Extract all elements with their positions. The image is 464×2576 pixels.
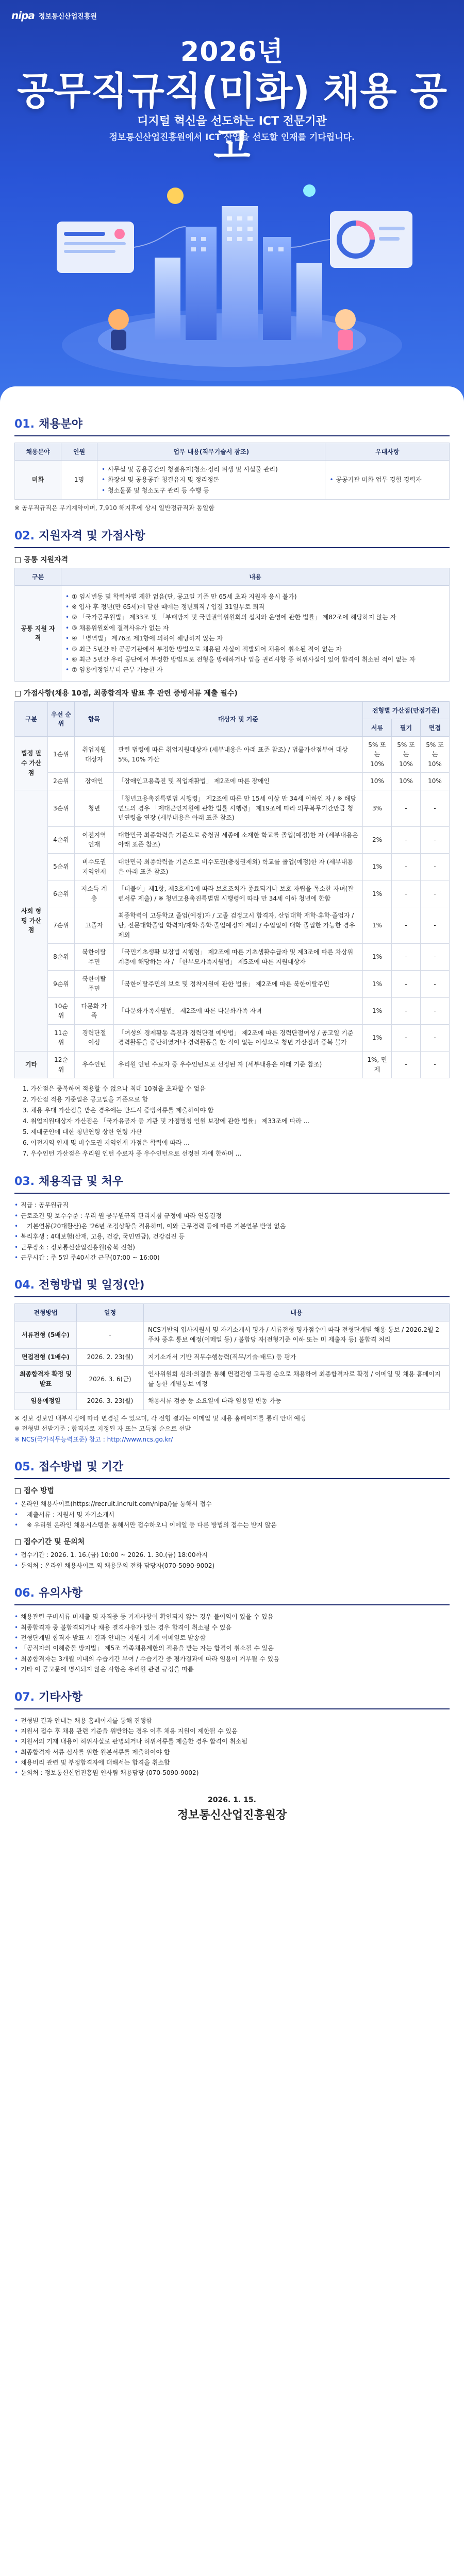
list-item: • 공공기관 미화 업무 경험 경력자 [329, 474, 445, 485]
posting-date: 2026. 1. 15. [208, 1795, 256, 1804]
table-header: 전형별 가산점(만점기준) [363, 701, 450, 719]
list-item: • 문의처 : 정보통신산업진흥원 인사팀 채용담당 (070-5090-9002) [14, 1768, 450, 1778]
desc-cell: 대한민국 최종학력을 기준으로 충청권 세종에 소재한 학교를 졸업(예정)한 자 (세부내용은 아래 표준 참조) [114, 826, 363, 853]
list-item: • 직급 : 공무원규직 [14, 1200, 450, 1210]
section-number: 04. [14, 1279, 35, 1292]
section-heading: 전형방법 및 일정(안) [38, 1279, 145, 1292]
note: ※ 정보 정보인 내부사정에 따라 변경될 수 있으며, 각 전형 결과는 이메일 및 채용 홈페이지를 통해 안내 예정 [14, 1415, 306, 1422]
bonus-points-table [14, 701, 450, 1078]
table-row [15, 880, 450, 907]
rank-cell: 4순위 [48, 826, 75, 853]
posting-content [0, 415, 464, 1843]
section-selection-schedule [14, 1276, 450, 1445]
group-cell: 법정 필수 가산점 [15, 736, 48, 790]
rank-cell: 10순위 [48, 997, 75, 1024]
table-header: 우선 순위 [48, 701, 75, 736]
s-cell: 1% [363, 907, 392, 944]
table-header: 대상자 및 기준 [114, 701, 363, 736]
item-cell: 청년 [75, 790, 114, 827]
schedule-table [14, 1303, 450, 1410]
main-title: 공무직규직(미화) 채용 공고 [16, 69, 447, 168]
s-cell: 1% [363, 971, 392, 997]
s-cell: 10% [363, 773, 392, 790]
list-item: 4. 취업지원대상자 가산점은 「국가유공자 등 기관 및 가점명칭 인원 보장에 관한 법률」 제33조에 따라 ... [23, 1117, 310, 1125]
s-cell: 5% 또는 10% [363, 736, 392, 773]
p-cell: - [392, 1051, 421, 1078]
rank-cell: 11순위 [48, 1024, 75, 1051]
item-cell: 북한이탈 주민 [75, 971, 114, 997]
list-item: • 화장실 및 공용공간 청결유지 및 정리정돈 [102, 474, 321, 485]
footer [14, 1796, 450, 1822]
note: ※ 공무직규직은 무기계약이며, 7,910 해지후에 상시 일반정규직과 동일함 [14, 504, 214, 512]
item-cell: 다문화 가족 [75, 997, 114, 1024]
tagline-2: 정보통신산업진흥원에서 ICT 산업을 선도할 인재를 기다립니다. [109, 132, 355, 143]
list-item: • 사무실 및 공용공간의 청결유지(청소·정리 위생 및 시설물 관리) [102, 464, 321, 474]
table-header: 내용 [61, 568, 450, 585]
desc-cell: 「더불어」제1항, 제3호제1에 따라 보호조치가 종료되거나 보호 자립을 목소한 자녀(관련서류 제출) / ※ 청년고용촉진특별법 시행령에 따라 만 34세 이하 청년에 한함 [114, 880, 363, 907]
table-header: 구분 [15, 568, 61, 585]
group-cell: 사회 형평 가산점 [15, 790, 48, 1052]
common-qualification-table [14, 568, 450, 682]
list-item: • ※ 입사 후 정년(만 65세)에 달한 때에는 정년퇴직 / 입결 31일부로 퇴직 [65, 602, 445, 612]
list-item: • ⑦ 임용예정일부터 근무 가능한 자 [65, 665, 445, 675]
section-number: 07. [14, 1690, 35, 1704]
section-precautions [14, 1584, 450, 1674]
table-header: 일정 [77, 1304, 144, 1321]
m-cell: - [421, 826, 450, 853]
list-item: 3. 채용 우대 가산점을 받은 경우에는 반드시 증빙서류를 제출하여야 함 [23, 1107, 214, 1114]
p-cell: - [392, 944, 421, 971]
item-cell: 저소득 계층 [75, 880, 114, 907]
tagline: 디지털 혁신을 선도하는 ICT 전문기관 [137, 115, 327, 128]
table-header: 내용 [144, 1304, 450, 1321]
table-row [15, 1051, 450, 1078]
common-label-cell: 공통 지원 자격 [15, 585, 61, 681]
date-cell: 2026. 2. 23(월) [77, 1348, 144, 1366]
table-header: 인원 [61, 443, 97, 461]
s-cell: 3% [363, 790, 392, 827]
m-cell: - [421, 944, 450, 971]
p-cell: - [392, 826, 421, 853]
hero-bottom-curve [0, 386, 464, 402]
p-cell: - [392, 790, 421, 827]
item-cell: 비수도권 지역인재 [75, 854, 114, 880]
section-heading: 지원자격 및 가점사항 [38, 529, 145, 543]
illustration-tech-city [0, 149, 464, 392]
desc-cell: 대한민국 최종학력을 기준으로 비수도권(충청권제외) 학교를 졸업(예정)한 자 (세부내용은 아래 표준 참조) [114, 854, 363, 880]
section-number: 05. [14, 1461, 35, 1474]
m-cell: 10% [421, 773, 450, 790]
desc-cell: 인사위원회 심의·의결을 통해 면접전형 고득점 순으로 채용하여 최종합격자로 확정 / 이메일 및 채용 홈페이지를 통한 개별통보 예정 [144, 1366, 450, 1393]
subsection-title: □ 공통 지원자격 [14, 555, 69, 564]
section-heading: 채용분야 [38, 418, 82, 431]
list-item: 5. 제대군인에 대한 청년연령 상한 연령 가산 [23, 1128, 142, 1136]
rank-cell: 1순위 [48, 736, 75, 773]
table-header: 면접 [421, 719, 450, 736]
bonus-notes [14, 1083, 450, 1159]
precautions-list [14, 1612, 450, 1674]
table-row [15, 1348, 450, 1366]
recruit-field-table [14, 443, 450, 500]
list-item: • 근무시간 : 주 5일 주40시간 근무(07:00 ~ 16:00) [14, 1252, 450, 1263]
section-recruit-field [14, 415, 450, 514]
table-row [15, 826, 450, 853]
rank-cell: 7순위 [48, 907, 75, 944]
section-qualifications [14, 527, 450, 1160]
item-cell: 고졸자 [75, 907, 114, 944]
count-cell: 1명 [61, 461, 97, 500]
table-row [15, 736, 450, 773]
hero-banner [0, 0, 464, 402]
list-item: • 복리후생 : 4대보험(산재, 고용, 건강, 국민연금), 건강검진 등 [14, 1231, 450, 1242]
table-row [15, 1366, 450, 1393]
m-cell: - [421, 854, 450, 880]
period-list [14, 1550, 450, 1571]
s-cell: 1% [363, 997, 392, 1024]
method-list [14, 1499, 450, 1530]
section-title [14, 415, 450, 436]
table-row [15, 1024, 450, 1051]
list-item: • 제출서류 : 지원서 및 자기소개서 [14, 1510, 450, 1520]
desc-cell: 지기소개서 기반 직무수행능력(직무/기술·태도) 등 평가 [144, 1348, 450, 1366]
list-item: • ⑥ 최근 5년간 우리 공단에서 부정한 방법으로 전형을 방해하거나 입을 권리사항 중 허위사실이 있어 합격이 취소된 적이 없는 자 [65, 654, 445, 665]
rank-cell: 9순위 [48, 971, 75, 997]
p-cell: 10% [392, 773, 421, 790]
desc-cell: 관련 법령에 따른 취업지원대상자 (세부내용은 아래 표준 참조) / 법률가산점부여 대상 5%, 10% 가산 [114, 736, 363, 773]
table-row [15, 907, 450, 944]
list-item: • 채용비리 관련 및 부정합격자에 대해서는 합격을 취소함 [14, 1757, 450, 1768]
desc-cell: 「장애인고용촉진 및 직업재활법」 제2조에 따른 장애인 [114, 773, 363, 790]
list-item: • 근무장소 : 정보통신산업진흥원(충북 진천) [14, 1242, 450, 1252]
desc-cell: 채용서류 검증 등 소요일에 따라 임용일 변동 가능 [144, 1393, 450, 1410]
table-row [15, 944, 450, 971]
p-cell: - [392, 907, 421, 944]
section-title [14, 1458, 450, 1479]
m-cell: - [421, 1024, 450, 1051]
desc-cell: 우리원 인턴 수료자 중 우수인턴으로 선정된 자 (세부내용은 아래 기준 참조) [114, 1051, 363, 1078]
section-number: 03. [14, 1175, 35, 1189]
m-cell: - [421, 971, 450, 997]
table-row [15, 790, 450, 827]
list-item: • 근로조건 및 보수수준 : 우리 원 공무원규직 관리지침 규정에 따라 연봉결정 [14, 1211, 450, 1221]
table-row [15, 773, 450, 790]
table-row [15, 1393, 450, 1410]
step-cell: 임용예정일 [15, 1393, 77, 1410]
section-number: 02. [14, 529, 35, 543]
table-header: 업무 내용(직무기술서 참조) [97, 443, 325, 461]
desc-cell: 「여성의 경제활동 촉진과 경력단절 예방법」 제2조에 따른 경력단절여성 / 공고일 기준 경력활동을 중단하였거나 경력활동을 한 적이 없는 여성으로 청년 가산점과 중복 불가 [114, 1024, 363, 1051]
table-header: 우대사항 [325, 443, 450, 461]
ncs-link[interactable]: ※ NCS(국가직무능력표준) 참고 : http://www.ncs.go.kr/ [14, 1435, 173, 1443]
desc-cell: 「북한이탈주민의 보호 및 정착지원에 관한 법률」 제2조에 따른 북한이탈주민 [114, 971, 363, 997]
p-cell: - [392, 1024, 421, 1051]
p-cell: - [392, 997, 421, 1024]
subsection-title: □ 접수 방법 [14, 1487, 55, 1496]
section-heading: 기타사항 [38, 1690, 82, 1704]
list-item: • 전형단계별 합격자 발표 시 결과 안내는 지원서 기재 이메일로 발송함 [14, 1633, 450, 1643]
rank-cell: 12순위 [48, 1051, 75, 1078]
m-cell: - [421, 1051, 450, 1078]
m-cell: 5% 또는 10% [421, 736, 450, 773]
list-item: • ② 「국가공무원법」 제33조 및 「부패방지 및 국민권익위원회의 설치와 운영에 관한 법률」 제82조에 해당하지 않는 자 [65, 612, 445, 622]
desc-cell: 최종학력이 고등학교 졸업(예정)자 / 고졸 검정고시 합격자, 산업대학 재학·휴학·졸업자 / 단, 전문대학졸업 학력자/재학·휴학·졸업예정자 제외 / 수업없이 대학 졸업한 가능한 경우 제외 [114, 907, 363, 944]
m-cell: - [421, 880, 450, 907]
item-cell: 이전지역 인재 [75, 826, 114, 853]
p-cell: - [392, 854, 421, 880]
list-item: • 「공직자의 이해충돌 방지법」 제5조 가족채용제한의 적용을 받는 자는 합격이 취소될 수 있음 [14, 1643, 450, 1653]
item-cell: 경력단절 여성 [75, 1024, 114, 1051]
section-application [14, 1458, 450, 1571]
treatment-list [14, 1200, 450, 1263]
section-heading: 접수방법 및 기간 [38, 1461, 124, 1474]
field-cell: 미화 [15, 461, 61, 500]
group-cell: 기타 [15, 1051, 48, 1078]
pref-cell [325, 461, 450, 500]
table-header: 채용분야 [15, 443, 61, 461]
list-item: • 접수기간 : 2026. 1. 16.(금) 10:00 ~ 2026. 1. 30.(금) 18:00까지 [14, 1550, 450, 1560]
apply-link[interactable]: • 온라인 채용사이트(https://recruit.incruit.com/nipa/)를 통해서 접수 [14, 1499, 450, 1509]
table-header: 필기 [392, 719, 421, 736]
s-cell: 1% [363, 880, 392, 907]
section-heading: 채용직급 및 처우 [38, 1175, 124, 1189]
s-cell: 1%, 면제 [363, 1051, 392, 1078]
list-item: • 기본연봉(20대환산)은 '26년 조정상황을 적용하며, 이와 근무경력 등에 따른 기본연봉 반영 없음 [14, 1221, 450, 1231]
list-item: • 문의처 : 온라인 채용사이트 외 채용문의 전화 담당자(070-5090-9002) [14, 1561, 450, 1571]
logo-mark: nipa [11, 9, 35, 22]
list-item: • ※ 우리원 온라인 채용시스템을 통해서만 접수하오니 이메일 등 다른 방법의 접수는 받지 않음 [14, 1520, 450, 1530]
list-item: 6. 이전지역 인재 및 비수도권 지역인재 가점은 학력에 따라 ... [23, 1139, 190, 1147]
list-item: • 전형별 결과 안내는 채용 홈페이지를 통해 진행함 [14, 1716, 450, 1726]
item-cell: 우수인턴 [75, 1051, 114, 1078]
section-others [14, 1688, 450, 1778]
m-cell: - [421, 997, 450, 1024]
table-header: 전형방법 [15, 1304, 77, 1321]
desc-cell: NCS기반의 입사지원서 및 자기소개서 평가 / 서류전형 평가점수에 따라 전형단계별 채용 통보 / 2026.2월 2주차 중후 통보 예정(이메일 등) / 불합당 자(전형기준 이하 또는 미 제출자 등) 불합격 처리 [144, 1321, 450, 1348]
table-header: 구분 [15, 701, 48, 736]
list-item: • 최종합격자는 3개월 이내의 수습기간 부여 / 수습기간 중 평가결과에 따라 임용이 거부될 수 있음 [14, 1654, 450, 1664]
duties-cell [97, 461, 325, 500]
section-heading: 유의사항 [38, 1587, 82, 1600]
date-cell: 2026. 3. 23(월) [77, 1393, 144, 1410]
table-row [15, 1321, 450, 1348]
logo-text: 정보통신산업진흥원 [38, 12, 97, 21]
section-number: 06. [14, 1587, 35, 1600]
p-cell: - [392, 880, 421, 907]
table-header: 서류 [363, 719, 392, 736]
step-cell: 면접전형 (1배수) [15, 1348, 77, 1366]
list-item: • 지원서의 기재 내용이 허위사실로 판명되거나 허위서류를 제출한 경우 합격이 취소됨 [14, 1736, 450, 1747]
s-cell: 1% [363, 944, 392, 971]
date-cell: 2026. 3. 6(금) [77, 1366, 144, 1393]
rank-cell: 2순위 [48, 773, 75, 790]
m-cell: - [421, 907, 450, 944]
desc-cell: 「국민기초생활 보장법 시행령」 제2조에 따른 기초생활수급자 및 제3조에 따른 차상위계층에 해당하는 자 / 「한부모가족지원법」 제5조에 따른 지원대상자 [114, 944, 363, 971]
subsection-title: □ 가점사항(채용 10점, 최종합격자 발표 후 관련 증빙서류 제출 필수) [14, 689, 238, 698]
rank-cell: 3순위 [48, 790, 75, 827]
section-position-treatment [14, 1173, 450, 1263]
list-item: • 기타 이 공고문에 명시되지 않은 사항은 우리원 관련 규정을 따름 [14, 1664, 450, 1674]
list-item: • ① 임시변동 및 학력차별 제한 없음(단, 공고일 기준 만 65세 초과 지원자 응시 불가) [65, 591, 445, 602]
m-cell: - [421, 790, 450, 827]
bonus-table-body [15, 736, 450, 1078]
logo [11, 9, 97, 22]
item-cell: 북한이탈 주민 [75, 944, 114, 971]
common-items-cell [61, 585, 450, 681]
list-item: 2. 가산점 적용 기준일은 공고일을 기준으로 함 [23, 1096, 148, 1104]
section-title [14, 1584, 450, 1605]
desc-cell: 「청년고용촉진특별법 시행령」 제2조에 따른 만 15세 이상 만 34세 이하인 자 / ※ 해당연도의 경우 「제대군인지원에 관한 법률 시행령」 제19조에 따라 의무복무기간만큼 청년연령을 연장 (세부내용은 아래 표준 참조) [114, 790, 363, 827]
issuer: 정보통신산업진흥원장 [177, 1808, 287, 1822]
list-item: • 채용관련 구비서류 미제출 및 자격증 등 기재사항이 확인되지 않는 경우 불이익이 있을 수 있음 [14, 1612, 450, 1622]
section-title [14, 1688, 450, 1709]
section-title [14, 527, 450, 548]
list-item: • 최종합격자 서류 심사를 위한 원본서류를 제출하여야 함 [14, 1747, 450, 1757]
note: ※ 전형별 선발기준 : 합격자로 지정된 자 또는 고득점 순으로 선발 [14, 1425, 191, 1433]
rank-cell: 6순위 [48, 880, 75, 907]
list-item: 7. 우수인턴 가산점은 우리원 인턴 수료자 중 우수인턴으로 선정된 자에 한하며 ... [23, 1150, 242, 1158]
item-cell: 취업지원 대상자 [75, 736, 114, 773]
rank-cell: 5순위 [48, 854, 75, 880]
list-item: • ④ 「병역법」 제76조 제1항에 의하여 해당하지 않는 자 [65, 633, 445, 643]
date-cell: - [77, 1321, 144, 1348]
table-row [15, 971, 450, 997]
list-item: • ③ 채용위원회에 결격사유가 없는 자 [65, 623, 445, 633]
list-item: • ⑤ 최근 5년간 타 공공기관에서 부정한 방법으로 채용된 사실이 적발되어 채용이 취소된 적이 없는 자 [65, 644, 445, 654]
others-list [14, 1716, 450, 1778]
s-cell: 1% [363, 1024, 392, 1051]
desc-cell: 「다문화가족지원법」 제2조에 따른 다문화가족 자녀 [114, 997, 363, 1024]
rank-cell: 8순위 [48, 944, 75, 971]
step-cell: 서류전형 (5배수) [15, 1321, 77, 1348]
step-cell: 최종합격자 확정 및 발표 [15, 1366, 77, 1393]
list-item: • 청소물품 및 청소도구 관리 등 수행 등 [102, 485, 321, 496]
list-item: 1. 가산점은 중복하여 적용할 수 없으나 최대 10점을 초과할 수 없음 [23, 1085, 206, 1093]
s-cell: 1% [363, 854, 392, 880]
section-title [14, 1173, 450, 1194]
p-cell: - [392, 971, 421, 997]
p-cell: 5% 또는 10% [392, 736, 421, 773]
year-title: 2026년 [180, 37, 284, 67]
table-row [15, 585, 450, 681]
subsection-title: □ 접수기간 및 문의처 [14, 1538, 85, 1547]
table-row [15, 461, 450, 500]
s-cell: 2% [363, 826, 392, 853]
table-row [15, 997, 450, 1024]
list-item: • 최종합격자 중 불합격되거나 채용 결격사유가 있는 경우 합격이 취소될 수 있음 [14, 1622, 450, 1633]
list-item: • 지원서 접수 후 채용 관련 기준을 위반하는 경우 이후 채용 지원이 제한될 수 있음 [14, 1726, 450, 1736]
section-title [14, 1276, 450, 1297]
section-number: 01. [14, 418, 35, 431]
table-row [15, 854, 450, 880]
table-header: 항목 [75, 701, 114, 736]
item-cell: 장애인 [75, 773, 114, 790]
